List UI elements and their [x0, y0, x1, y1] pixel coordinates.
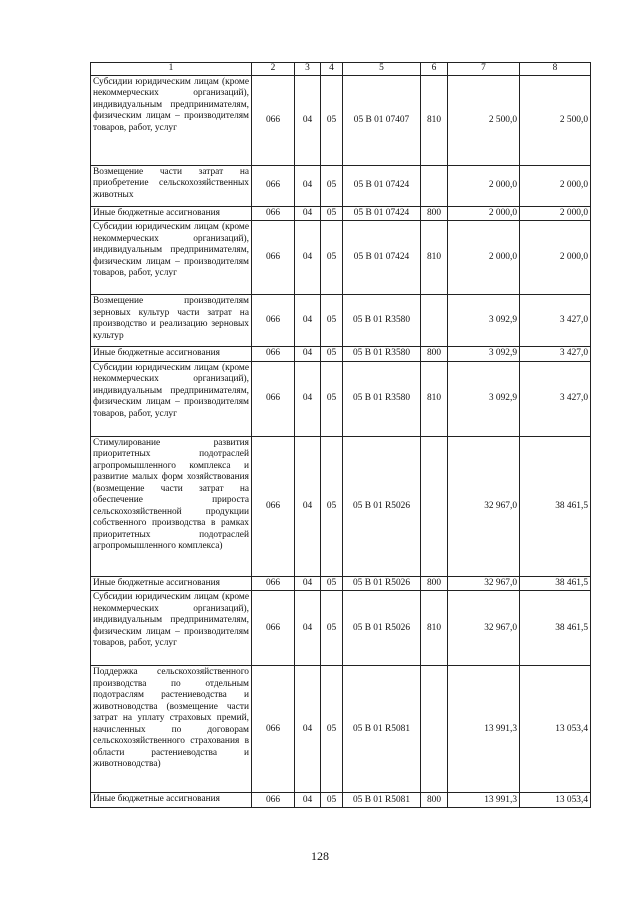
row-amount-year2: 2 000,0 — [520, 221, 591, 295]
row-name: Субсидии юридическим лицам (кроме некоммерческих организаций), индивидуальным предпринимателям, физическим лицам – производителям товаров, работ, услуг — [91, 76, 252, 166]
row-amount-year1: 2 500,0 — [448, 76, 520, 166]
row-subsection: 05 — [321, 591, 343, 666]
row-amount-year2: 3 427,0 — [520, 347, 591, 361]
header-cell: 5 — [343, 63, 421, 76]
row-expense-type — [421, 666, 448, 793]
row-amount-year2: 3 427,0 — [520, 361, 591, 436]
page-number: 128 — [311, 849, 329, 863]
row-expense-type: 810 — [421, 591, 448, 666]
row-amount-year1: 3 092,9 — [448, 347, 520, 361]
row-target-article: 05 В 01 R5026 — [343, 591, 421, 666]
header-cell: 1 — [91, 63, 252, 76]
row-target-article: 05 В 01 R5026 — [343, 576, 421, 590]
row-target-article: 05 В 01 07424 — [343, 166, 421, 207]
row-subsection: 05 — [321, 793, 343, 808]
row-subsection: 05 — [321, 295, 343, 347]
row-amount-year2: 38 461,5 — [520, 591, 591, 666]
row-name: Субсидии юридическим лицам (кроме некоммерческих организаций), индивидуальным предпринимателям, физическим лицам – производителям товаров, работ, услуг — [91, 221, 252, 295]
row-expense-type: 800 — [421, 207, 448, 221]
row-ministry-code: 066 — [252, 166, 295, 207]
row-expense-type: 800 — [421, 793, 448, 808]
row-subsection: 05 — [321, 347, 343, 361]
row-amount-year1: 32 967,0 — [448, 576, 520, 590]
row-target-article: 05 В 01 R3580 — [343, 295, 421, 347]
header-cell: 3 — [295, 63, 321, 76]
row-section: 04 — [295, 76, 321, 166]
table-header-row — [91, 63, 591, 76]
row-amount-year1: 3 092,9 — [448, 361, 520, 436]
row-amount-year1: 13 991,3 — [448, 666, 520, 793]
row-target-article: 05 В 01 R5026 — [343, 436, 421, 576]
row-ministry-code: 066 — [252, 295, 295, 347]
header-cell: 4 — [321, 63, 343, 76]
row-target-article: 05 В 01 07407 — [343, 76, 421, 166]
row-ministry-code: 066 — [252, 76, 295, 166]
row-expense-type: 800 — [421, 347, 448, 361]
table-row — [91, 576, 591, 590]
row-ministry-code: 066 — [252, 436, 295, 576]
row-subsection: 05 — [321, 576, 343, 590]
row-target-article: 05 В 01 R5081 — [343, 793, 421, 808]
row-amount-year2: 2 500,0 — [520, 76, 591, 166]
row-ministry-code: 066 — [252, 361, 295, 436]
row-amount-year2: 13 053,4 — [520, 666, 591, 793]
table-row — [91, 166, 591, 207]
row-name: Иные бюджетные ассигнования — [91, 793, 252, 808]
row-ministry-code: 066 — [252, 347, 295, 361]
row-amount-year1: 2 000,0 — [448, 221, 520, 295]
row-section: 04 — [295, 295, 321, 347]
row-section: 04 — [295, 591, 321, 666]
row-target-article: 05 В 01 R3580 — [343, 347, 421, 361]
row-subsection: 05 — [321, 361, 343, 436]
row-expense-type: 810 — [421, 361, 448, 436]
row-name: Иные бюджетные ассигнования — [91, 207, 252, 221]
row-amount-year1: 13 991,3 — [448, 793, 520, 808]
row-expense-type — [421, 166, 448, 207]
row-expense-type — [421, 295, 448, 347]
row-name: Субсидии юридическим лицам (кроме некоммерческих организаций), индивидуальным предпринимателям, физическим лицам – производителям товаров, работ, услуг — [91, 361, 252, 436]
row-section: 04 — [295, 166, 321, 207]
row-section: 04 — [295, 221, 321, 295]
row-expense-type: 800 — [421, 576, 448, 590]
row-amount-year2: 38 461,5 — [520, 576, 591, 590]
row-ministry-code: 066 — [252, 576, 295, 590]
row-ministry-code: 066 — [252, 207, 295, 221]
row-section: 04 — [295, 347, 321, 361]
row-section: 04 — [295, 576, 321, 590]
budget-table — [90, 62, 591, 808]
header-cell: 2 — [252, 63, 295, 76]
row-target-article: 05 В 01 R3580 — [343, 361, 421, 436]
row-target-article: 05 В 01 07424 — [343, 207, 421, 221]
row-expense-type: 810 — [421, 221, 448, 295]
row-section: 04 — [295, 793, 321, 808]
row-amount-year2: 13 053,4 — [520, 793, 591, 808]
row-name: Иные бюджетные ассигнования — [91, 576, 252, 590]
table-row — [91, 591, 591, 666]
row-expense-type: 810 — [421, 76, 448, 166]
row-name: Стимулирование развития приоритетных подотраслей агропромышленного комплекса и развитие малых форм хозяйствования (возмещение части затрат на обеспечение прироста сельскохозяйственной продукции собственного производства в рамках приоритетных подотраслей агропромышленного комплекса) — [91, 436, 252, 576]
row-amount-year2: 3 427,0 — [520, 295, 591, 347]
table-row — [91, 76, 591, 166]
row-amount-year2: 2 000,0 — [520, 207, 591, 221]
row-name: Иные бюджетные ассигнования — [91, 347, 252, 361]
row-target-article: 05 В 01 R5081 — [343, 666, 421, 793]
row-target-article: 05 В 01 07424 — [343, 221, 421, 295]
row-amount-year1: 32 967,0 — [448, 436, 520, 576]
row-subsection: 05 — [321, 436, 343, 576]
row-subsection: 05 — [321, 76, 343, 166]
row-subsection: 05 — [321, 207, 343, 221]
table-row — [91, 207, 591, 221]
row-section: 04 — [295, 207, 321, 221]
row-ministry-code: 066 — [252, 666, 295, 793]
row-amount-year1: 2 000,0 — [448, 207, 520, 221]
row-name: Субсидии юридическим лицам (кроме некоммерческих организаций), индивидуальным предпринимателям, физическим лицам – производителям товаров, работ, услуг — [91, 591, 252, 666]
row-section: 04 — [295, 436, 321, 576]
row-name: Возмещение части затрат на приобретение сельскохозяйственных животных — [91, 166, 252, 207]
row-ministry-code: 066 — [252, 591, 295, 666]
table-row — [91, 436, 591, 576]
row-amount-year1: 2 000,0 — [448, 166, 520, 207]
row-subsection: 05 — [321, 166, 343, 207]
row-subsection: 05 — [321, 221, 343, 295]
row-amount-year2: 2 000,0 — [520, 166, 591, 207]
header-cell: 7 — [448, 63, 520, 76]
row-section: 04 — [295, 666, 321, 793]
table-row — [91, 361, 591, 436]
table-row — [91, 666, 591, 793]
row-name: Возмещение производителям зерновых культур части затрат на производство и реализацию зерновых культур — [91, 295, 252, 347]
table-row — [91, 221, 591, 295]
table-row — [91, 793, 591, 808]
row-name: Поддержка сельскохозяйственного производства по отдельным подотраслям растениеводства и животноводства (возмещение части затрат на уплату страховых премий, начисленных по договорам сельскохозяйственного страхования в области растениеводства и животноводства) — [91, 666, 252, 793]
table-row — [91, 347, 591, 361]
row-section: 04 — [295, 361, 321, 436]
header-cell: 6 — [421, 63, 448, 76]
row-amount-year1: 32 967,0 — [448, 591, 520, 666]
row-expense-type — [421, 436, 448, 576]
row-ministry-code: 066 — [252, 221, 295, 295]
row-amount-year2: 38 461,5 — [520, 436, 591, 576]
row-ministry-code: 066 — [252, 793, 295, 808]
header-cell: 8 — [520, 63, 591, 76]
table-row — [91, 295, 591, 347]
row-amount-year1: 3 092,9 — [448, 295, 520, 347]
row-subsection: 05 — [321, 666, 343, 793]
